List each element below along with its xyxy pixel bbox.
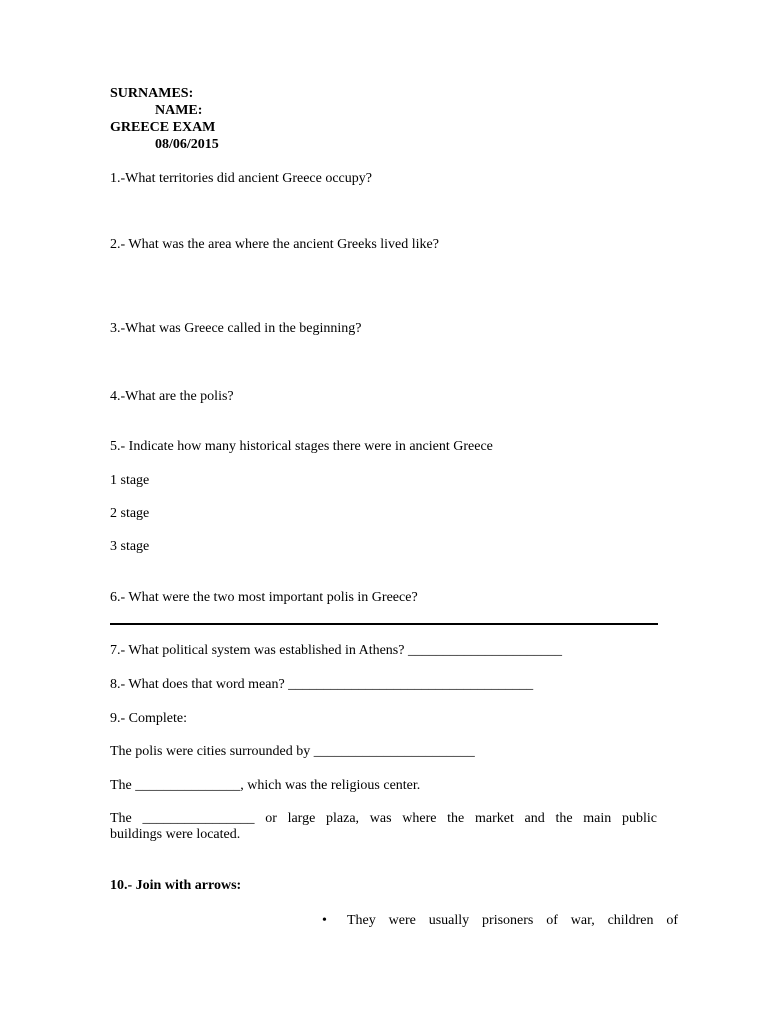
complete-line-3: The ________________ or large plaza, was where the market and the main public	[110, 811, 657, 826]
question-6: 6.- What were the two most important polis in Greece?	[110, 590, 418, 605]
question-2: 2.- What was the area where the ancient Greeks lived like?	[110, 237, 439, 252]
bullet-icon: •	[322, 913, 327, 928]
answer-rule	[110, 623, 658, 625]
bullet-text: They were usually prisoners of war, children of	[347, 913, 678, 928]
question-5: 5.- Indicate how many historical stages there were in ancient Greece	[110, 439, 493, 454]
stage-2-label: 2 stage	[110, 506, 150, 521]
name-label: NAME:	[155, 103, 203, 118]
surnames-label: SURNAMES:	[110, 86, 194, 101]
stage-1-label: 1 stage	[110, 473, 150, 488]
question-7: 7.- What political system was established in Athens? ______________________	[110, 643, 562, 658]
complete-line-2: The _______________, which was the religious center.	[110, 778, 421, 793]
complete-line-3-continued: buildings were located.	[110, 827, 241, 842]
question-3: 3.-What was Greece called in the beginning?	[110, 321, 362, 336]
question-9: 9.- Complete:	[110, 711, 187, 726]
stage-3-label: 3 stage	[110, 539, 150, 554]
question-4: 4.-What are the polis?	[110, 389, 234, 404]
question-1: 1.-What territories did ancient Greece occupy?	[110, 171, 372, 186]
exam-title: GREECE EXAM	[110, 120, 216, 135]
complete-line-1: The polis were cities surrounded by _______________________	[110, 744, 475, 759]
question-10: 10.- Join with arrows:	[110, 878, 242, 893]
exam-date: 08/06/2015	[155, 137, 219, 152]
question-8: 8.- What does that word mean? ___________________________________	[110, 677, 534, 692]
